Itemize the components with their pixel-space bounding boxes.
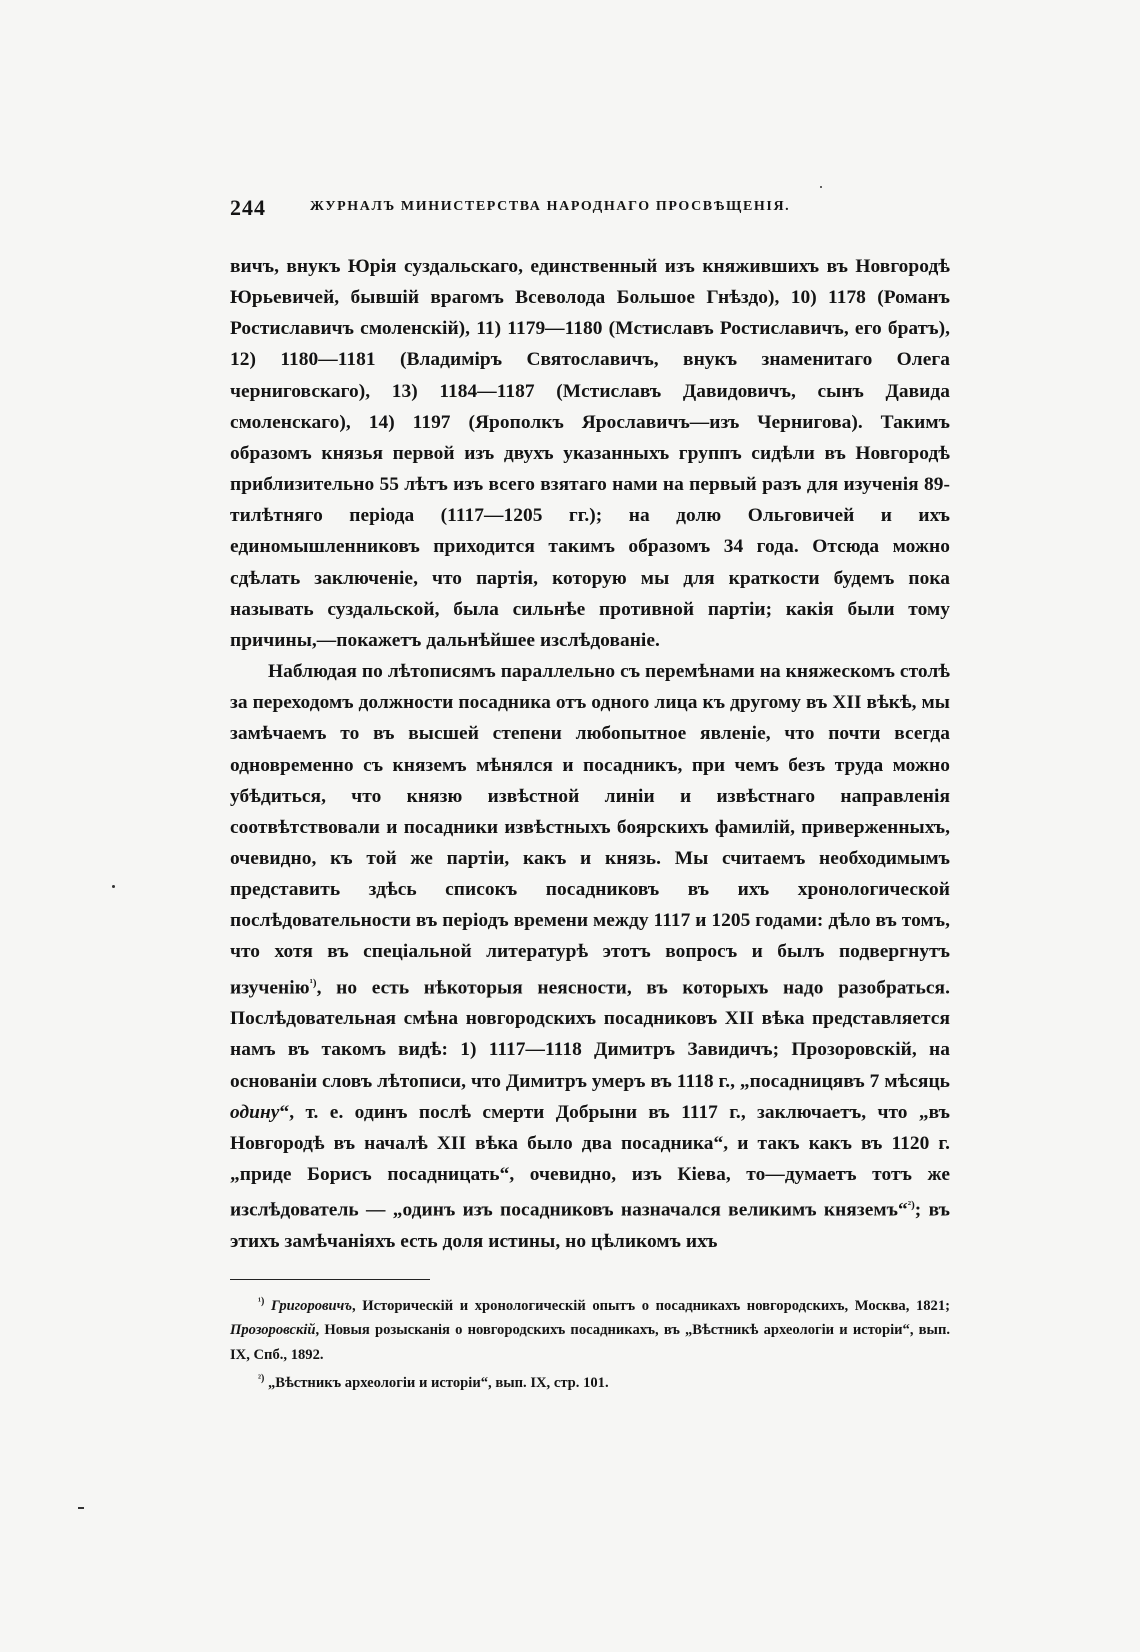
footnote-marker: ¹) — [258, 1295, 265, 1307]
footnote-divider — [230, 1279, 430, 1280]
footnote-text: , Новыя розысканія о новгородскихъ посадникахъ, въ „Вѣстникѣ археологіи и исторіи“, вып. IX, Спб., 1892. — [230, 1322, 950, 1363]
paragraph: вичъ, внукъ Юрія суздальскаго, единственный изъ княжившихъ въ Новгородѣ Юрьевичей, бывшій врагомъ Всеволода Большое Гнѣздо), 10) 1178 (Романъ Ростиславичъ смоленскій), 11) 1179—1180 (Мстиславъ Ростиславичъ, его братъ), 12) 1180—1181 (Владиміръ Святославичъ, внукъ знаменитаго Олега черниговскаго), 13) 1184—1187 (Мстиславъ Давидовичъ, сынъ Давида смоленскаго), 14) 1197 (Ярополкъ Ярославичъ—изъ Чернигова). Такимъ образомъ князья первой изъ двухъ указанныхъ группъ сидѣли въ Новгородѣ приблизительно 55 лѣтъ изъ всего взятаго нами на первый разъ для изученія 89-тилѣтняго періода (1117—1205 гг.); на долю Ольговичей и ихъ единомышленниковъ приходится такимъ образомъ 34 года. Отсюда можно сдѣлать заключеніе, что партія, которую мы для краткости будемъ пока называть суздальской, была сильнѣе противной партіи; какія были тому причины,—покажетъ дальнѣйшее изслѣдованіе. — [230, 256, 950, 651]
footnote-marker: ²) — [258, 1373, 265, 1385]
main-text — [230, 251, 950, 1257]
text-run: ; въ этихъ замѣчаніяхъ есть доля истины, но цѣликомъ ихъ — [230, 1199, 950, 1252]
cited-author: Григоровичъ — [270, 1297, 353, 1314]
scan-speck — [78, 1507, 84, 1509]
cited-author: Прозоровскій — [230, 1322, 316, 1339]
emphasized-word: одину — [230, 1101, 280, 1123]
page-number: 244 — [230, 195, 266, 220]
scan-speck — [112, 885, 115, 888]
page-header — [230, 195, 950, 229]
footnote-2 — [230, 1367, 950, 1395]
text-run: “, т. е. одинъ послѣ смерти Добрыни въ 1117 г., заключаетъ, что „въ Новгородѣ въ началѣ XII вѣка было два посадника“, и такъ какъ въ 1120 г. „приде Борисъ посадницать“, очевидно, изъ Кіева, то—думаетъ тотъ же изслѣдователь — „одинъ изъ посадниковъ назначался великимъ княземъ“ — [230, 1101, 950, 1221]
page-content — [230, 195, 950, 1396]
footnotes — [230, 1290, 950, 1396]
footnote-reference: ²) — [907, 1199, 915, 1212]
footnote-1 — [230, 1290, 950, 1367]
text-run: , но есть нѣкоторыя неясности, въ которыхъ надо разобраться. Послѣдовательная смѣна новгородскихъ посадниковъ XII вѣка представляется намъ въ такомъ видѣ: 1) 1117—1118 Димитръ Завидичъ; Прозоровскій, на основаніи словъ лѣтописи, что Димитръ умеръ въ 1118 г., „посадницявъ 7 мѣсяць — [230, 977, 950, 1092]
running-title: ЖУРНАЛЪ МИНИСТЕРСТВА НАРОДНАГО ПРОСВѢЩЕНІЯ. — [310, 199, 791, 214]
footnote-text: „Вѣстникъ археологіи и исторіи“, вып. IX, стр. 101. — [267, 1375, 609, 1392]
text-run: Наблюдая по лѣтописямъ параллельно съ перемѣнами на княжескомъ столѣ за переходомъ должности посадника отъ одного лица къ другому въ XII вѣкѣ, мы замѣчаемъ то въ высшей степени любопытное явленіе, что почти всегда одновременно съ княземъ мѣнялся и посадникъ, при чемъ безъ труда можно убѣдиться, что князю извѣстной линіи и извѣстнаго направленія соотвѣтствовали и посадники извѣстныхъ боярскихъ фамилій, приверженныхъ, очевидно, къ той же партіи, какъ и князь. Мы считаемъ необходимымъ представить здѣсь списокъ посадниковъ въ ихъ хронологической послѣдовательности въ періодъ времени между 1117 и 1205 годами: дѣло въ томъ, что хотя въ спеціальной литературѣ этотъ вопросъ и былъ подвергнутъ изученію — [230, 661, 950, 999]
paragraph — [230, 656, 950, 1257]
footnote-reference: ¹) — [309, 976, 317, 989]
scan-speck — [820, 186, 822, 188]
footnote-text: , Историческій и хронологическій опытъ о посадникахъ новгородскихъ, Москва, 1821; — [352, 1297, 950, 1314]
